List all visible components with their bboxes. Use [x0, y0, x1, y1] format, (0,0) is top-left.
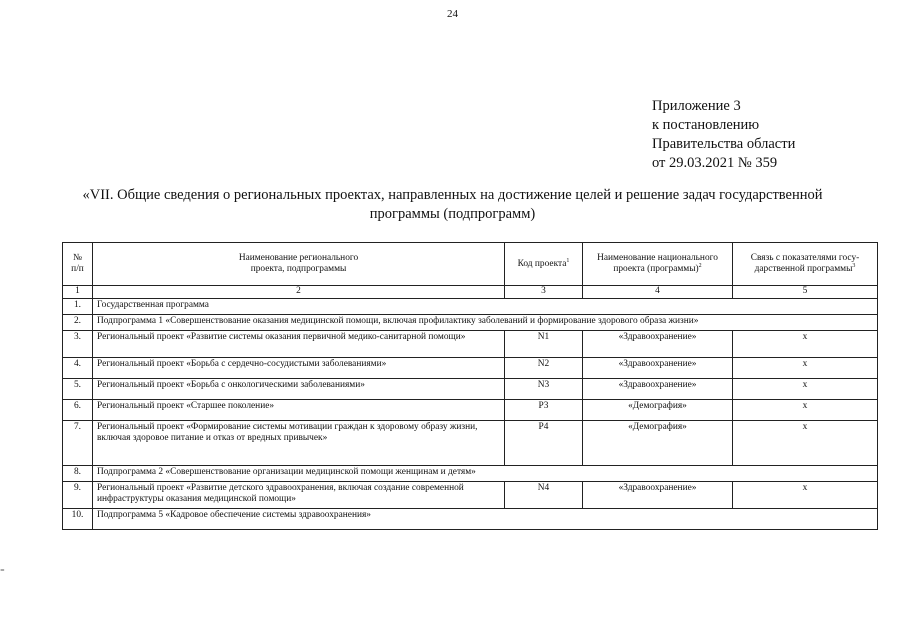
column-number: 4	[583, 286, 733, 299]
row-code: P3	[505, 400, 583, 421]
row-national-project: «Демография»	[583, 400, 733, 421]
table-row	[63, 421, 878, 466]
table-row	[63, 299, 878, 315]
header-national-project: Наименование национального проекта (программы)$^2$	[583, 243, 733, 286]
column-number-row	[63, 286, 878, 299]
header-project-name: Наименование регионального проекта, подпрограммы	[93, 243, 505, 286]
row-name: Региональный проект «Формирование системы мотивации граждан к здоровому образу жизни, включая здоровое питание и отказ от вредных привычек»	[93, 421, 505, 466]
table-row	[63, 482, 878, 509]
row-national-project: «Здравоохранение»	[583, 331, 733, 358]
table-row	[63, 400, 878, 421]
regional-projects-table	[62, 242, 878, 530]
appendix-line-1: Приложение 3	[652, 98, 741, 114]
header-number: № п/п	[63, 243, 93, 286]
appendix-line-2: к постановлению	[652, 117, 760, 133]
row-name: Региональный проект «Борьба с сердечно-сосудистыми заболеваниями»	[93, 358, 505, 379]
row-number: 10.	[63, 509, 93, 530]
column-number: 3	[505, 286, 583, 299]
row-indicator-link: x	[733, 400, 878, 421]
row-number: 8.	[63, 466, 93, 482]
page-number: 24	[447, 8, 458, 20]
column-number: 2	[93, 286, 505, 299]
row-name: Региональный проект «Развитие детского здравоохранения, включая создание современной инфраструктуры оказания медицинской помощи»	[93, 482, 505, 509]
row-number: 2.	[63, 315, 93, 331]
appendix-line-4: от 29.03.2021 № 359	[652, 155, 778, 171]
row-indicator-link: x	[733, 331, 878, 358]
row-code: P4	[505, 421, 583, 466]
row-national-project: «Демография»	[583, 421, 733, 466]
table-row	[63, 358, 878, 379]
header-project-code: Код проекта$^1$	[505, 243, 583, 286]
title-line-2: программы (подпрограмм)	[369, 206, 536, 222]
row-code: N4	[505, 482, 583, 509]
row-national-project: «Здравоохранение»	[583, 482, 733, 509]
row-number: 5.	[63, 379, 93, 400]
row-name: Региональный проект «Развитие системы оказания первичной медико-санитарной помощи»	[93, 331, 505, 358]
row-national-project: «Здравоохранение»	[583, 379, 733, 400]
scan-edge-mark: ⁼	[0, 566, 5, 576]
table-row	[63, 379, 878, 400]
row-indicator-link: x	[733, 482, 878, 509]
row-indicator-link: x	[733, 379, 878, 400]
column-number: 1	[63, 286, 93, 299]
row-name: Государственная программа	[93, 299, 878, 315]
row-number: 9.	[63, 482, 93, 509]
header-program-indicators: Связь с показателями госу- дарственной программы$^3$	[733, 243, 878, 286]
document-title	[40, 186, 865, 224]
row-name: Подпрограмма 1 «Совершенствование оказания медицинской помощи, включая профилактику заболеваний и формирование здорового образа жизни»	[93, 315, 878, 331]
row-national-project: «Здравоохранение»	[583, 358, 733, 379]
column-number: 5	[733, 286, 878, 299]
title-line-1: «VII. Общие сведения о региональных проектах, направленных на достижение целей и решение задач государственной	[82, 187, 823, 203]
row-code: N2	[505, 358, 583, 379]
row-number: 1.	[63, 299, 93, 315]
table-row	[63, 466, 878, 482]
row-name: Подпрограмма 5 «Кадровое обеспечение системы здравоохранения»	[93, 509, 878, 530]
row-number: 7.	[63, 421, 93, 466]
row-indicator-link: x	[733, 421, 878, 466]
appendix-line-3: Правительства области	[652, 136, 796, 152]
row-name: Региональный проект «Борьба с онкологическими заболеваниями»	[93, 379, 505, 400]
row-code: N3	[505, 379, 583, 400]
row-name: Региональный проект «Старшее поколение»	[93, 400, 505, 421]
row-code: N1	[505, 331, 583, 358]
row-indicator-link: x	[733, 358, 878, 379]
table-row	[63, 315, 878, 331]
table-row	[63, 331, 878, 358]
table-header-row	[63, 243, 878, 286]
row-number: 3.	[63, 331, 93, 358]
row-name: Подпрограмма 2 «Совершенствование организации медицинской помощи женщинам и детям»	[93, 466, 878, 482]
row-number: 4.	[63, 358, 93, 379]
table-row	[63, 509, 878, 530]
appendix-block	[652, 97, 795, 173]
row-number: 6.	[63, 400, 93, 421]
